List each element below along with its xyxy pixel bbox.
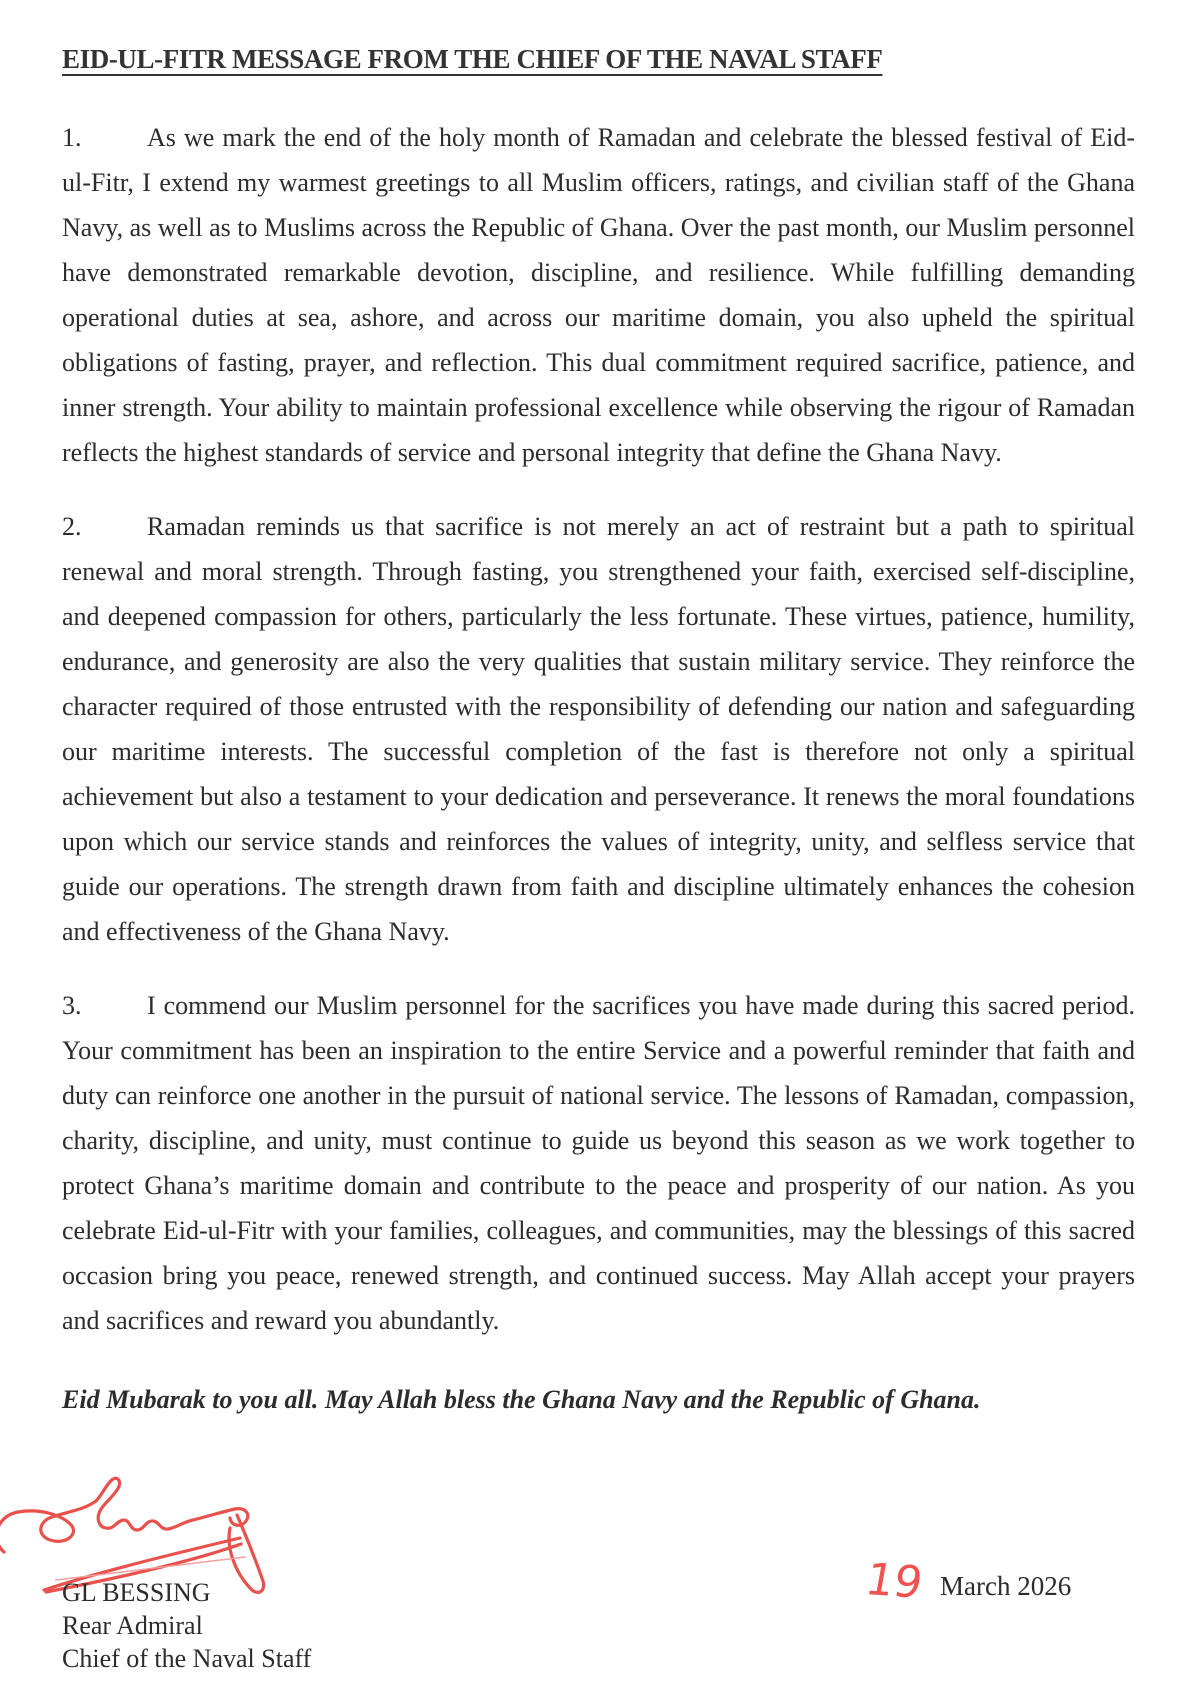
- paragraph-1: [62, 115, 1135, 475]
- signer-title: Chief of the Naval Staff: [62, 1644, 312, 1673]
- date-month-year: March 2026: [940, 1571, 1072, 1601]
- paragraph-3: [62, 983, 1135, 1343]
- signature-block: [62, 1576, 311, 1675]
- date-block: [861, 1554, 1072, 1609]
- paragraph-2-number: 2.: [62, 512, 82, 541]
- document-title: EID-UL-FITR MESSAGE FROM THE CHIEF OF THE NAVAL STAFF: [62, 44, 883, 74]
- paragraph-3-text: I commend our Muslim personnel for the sacrifices you have made during this sacred period. Your commitment has been an inspiration to the entire Service and a powerful reminder that faith and duty can reinforce one another in the pursuit of national service. The lessons of Ramadan, compassion, charity, discipline, and unity, must continue to guide us beyond this season as we work together to protect Ghana’s maritime domain and contribute to the peace and prosperity of our nation. As you celebrate Eid-ul-Fitr with your families, colleagues, and communities, may the blessings of this sacred occasion bring you peace, renewed strength, and continued success. May Allah accept your prayers and sacrifices and reward you abundantly.: [62, 991, 1135, 1335]
- signer-rank: Rear Admiral: [62, 1611, 203, 1640]
- paragraph-1-text: As we mark the end of the holy month of Ramadan and celebrate the blessed festival of Eid-ul-Fitr, I extend my warmest greetings to all Muslim officers, ratings, and civilian staff of the Ghana Navy, as well as to Muslims across the Republic of Ghana. Over the past month, our Muslim personnel have demonstrated remarkable devotion, discipline, and resilience. While fulfilling demanding operational duties at sea, ashore, and across our maritime domain, you also upheld the spiritual obligations of fasting, prayer, and reflection. This dual commitment required sacrifice, patience, and inner strength. Your ability to maintain professional excellence while observing the rigour of Ramadan reflects the highest standards of service and personal integrity that define the Ghana Navy.: [62, 123, 1135, 467]
- paragraph-2-text: Ramadan reminds us that sacrifice is not merely an act of restraint but a path to spiritual renewal and moral strength. Through fasting, you strengthened your faith, exercised self-discipline, and deepened compassion for others, particularly the less fortunate. These virtues, patience, humility, endurance, and generosity are also the very qualities that sustain military service. They reinforce the character required of those entrusted with the responsibility of defending our nation and safeguarding our maritime interests. The successful completion of the fast is therefore not only a spiritual achievement but also a testament to your dedication and perseverance. It renews the moral foundations upon which our service stands and reinforces the values of integrity, unity, and selfless service that guide our operations. The strength drawn from faith and discipline ultimately enhances the cohesion and effectiveness of the Ghana Navy.: [62, 512, 1135, 946]
- signer-name: GL BESSING: [62, 1578, 211, 1607]
- closing-benediction: Eid Mubarak to you all. May Allah bless the Ghana Navy and the Republic of Ghana.: [62, 1385, 981, 1414]
- handwritten-day: 19: [861, 1554, 927, 1609]
- letter-body: [62, 44, 1135, 1422]
- paragraph-1-number: 1.: [62, 123, 82, 152]
- paragraph-3-number: 3.: [62, 991, 82, 1020]
- paragraph-2: [62, 504, 1135, 954]
